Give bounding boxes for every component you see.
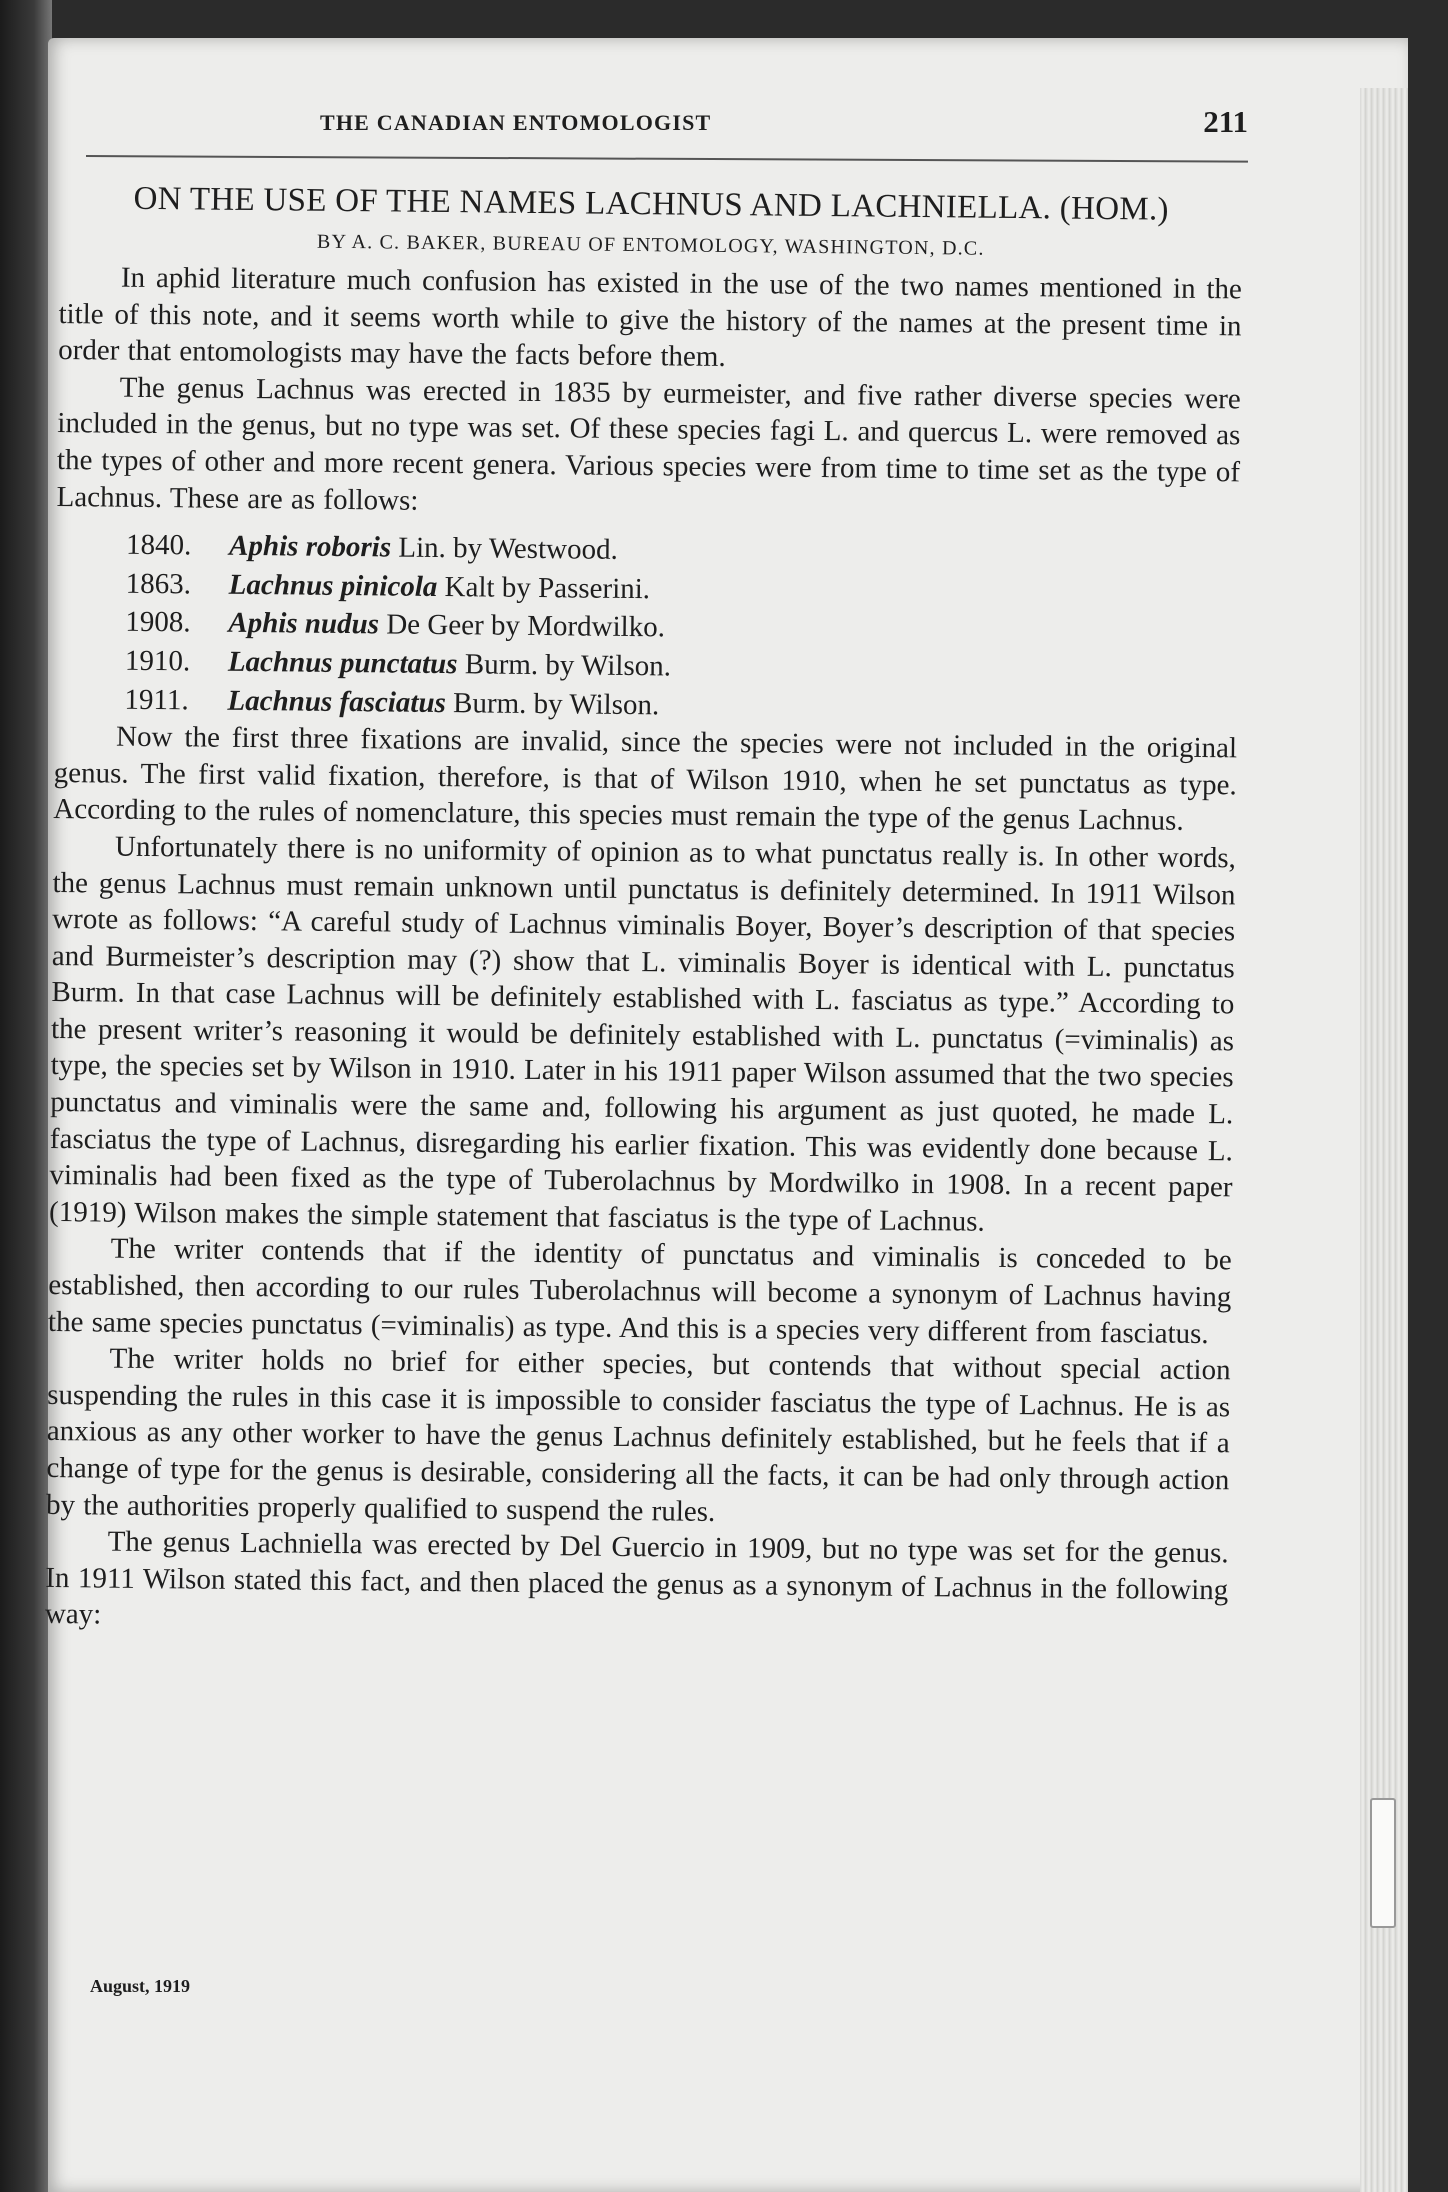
list-authority: De Geer by Mordwilko. — [378, 608, 666, 644]
species-name: Aphis nudus — [228, 607, 380, 641]
paragraph-intro: In aphid literature much confusion has existed in the use of the two names mentioned in the title of this note, and it seems worth while to give the history of the names at the present time in order that entomologists may have the facts before them. — [57, 261, 1243, 374]
journal-title: THE CANADIAN ENTOMOLOGIST — [320, 110, 712, 135]
paragraph-writer-position: The writer holds no brief for either species, but contends that without special action suspending the rules in this case it is impossible to consider fasciatus the type of Lachnus. He is as anxious as any other worker to have the genus Lachnus definitely established, but he feels that if a change of type for the genus is desirable, considering all the facts, it can be had only through action by the authorities properly qualified to suspend the rules. — [45, 1342, 1231, 1528]
article-body — [45, 175, 1243, 1645]
book-binding-shadow — [0, 0, 52, 2192]
paragraph-genus-history: The genus Lachnus was erected in 1835 by eurmeister, and five rather diverse species were included in the genus, but no type was set. Of these species fagi L. and quercus L. were removed as the types of other and more recent genera. Various species were from time to time set as the type of Lachnus. These are as follows: — [56, 371, 1241, 517]
list-year: 1911. — [124, 683, 189, 716]
species-name: Aphis roboris — [228, 529, 392, 564]
list-authority: Lin. by Westwood. — [390, 531, 618, 567]
issue-date: August, 1919 — [90, 1976, 191, 1996]
list-year: 1863. — [125, 567, 192, 601]
paragraph-punctatus-identity: Unfortunately there is no uniformity of opinion as to what punctatus really is. In other words, the genus Lachnus must remain unknown until punctatus is definitely determined. In 1911 Wilson wrote as follows: “A careful study of Lachnus viminalis Boyer, Boyer’s description of that species and Burmeister’s description may (?) show that L. viminalis Boyer is identical with L. punctatus Burm. In that case Lachnus will be definitely established with L. fasciatus as type.” According to the present writer’s reasoning it would be definitely established with L. punctatus (=viminalis) as type, the species set by Wilson in 1910. Later in his 1911 paper Wilson assumed that the two species punctatus and viminalis were the same and, following his argument as just quoted, he made L. fasciatus the type of Lachnus, disregarding his earlier fixation. This was evidently done because L. viminalis had been fixed as the type of Tuberolachnus by Mordwilko in 1908. In a recent paper (1919) Wilson makes the simple statement that fasciatus is the type of Lachnus. — [48, 830, 1237, 1238]
list-year: 1840. — [125, 528, 192, 562]
page-number: 211 — [1203, 104, 1248, 139]
species-name: Lachnus pinicola — [228, 568, 438, 603]
list-authority: Burm. by Wilson. — [445, 686, 660, 721]
list-year: 1908. — [125, 606, 191, 639]
paragraph-lachniella: The genus Lachniella was erected by Del Guercio in 1909, but no type was set for the genus. In 1911 Wilson stated this fact, and then placed the genus as a synonym of Lachnus in the following way: — [44, 1525, 1229, 1631]
paragraph-tuberolachnus: The writer contends that if the identity of punctatus and viminalis is conceded to be established, then according to our rules Tuberolachnus will become a synonym of Lachnus having the same species punctatus (=viminalis) as type. And this is a species very different from fasciatus. — [47, 1233, 1232, 1350]
type-fixation-list — [54, 525, 1239, 730]
article-title: ON THE USE OF THE NAMES LACHNUS AND LACHNIELLA. (HOM.) — [133, 180, 1169, 228]
list-year: 1910. — [124, 644, 191, 678]
page-marker-tab — [1370, 1798, 1396, 1928]
paragraph-valid-fixation: Now the first three fixations are invalid, since the species were not included in the original genus. The first valid fixation, therefore, is that of Wilson 1910, when he set punctatus as type. According to the rules of nomenclature, this species must remain the type of the genus Lachnus. — [53, 720, 1238, 838]
list-authority: Burm. by Wilson. — [457, 648, 672, 683]
species-name: Lachnus fasciatus — [227, 684, 447, 719]
species-name: Lachnus punctatus — [227, 645, 458, 681]
list-authority: Kalt by Passerini. — [437, 570, 651, 605]
article-byline: BY A. C. BAKER, BUREAU OF ENTOMOLOGY, WASHINGTON, D.C. — [316, 230, 985, 260]
running-header — [90, 88, 1252, 148]
